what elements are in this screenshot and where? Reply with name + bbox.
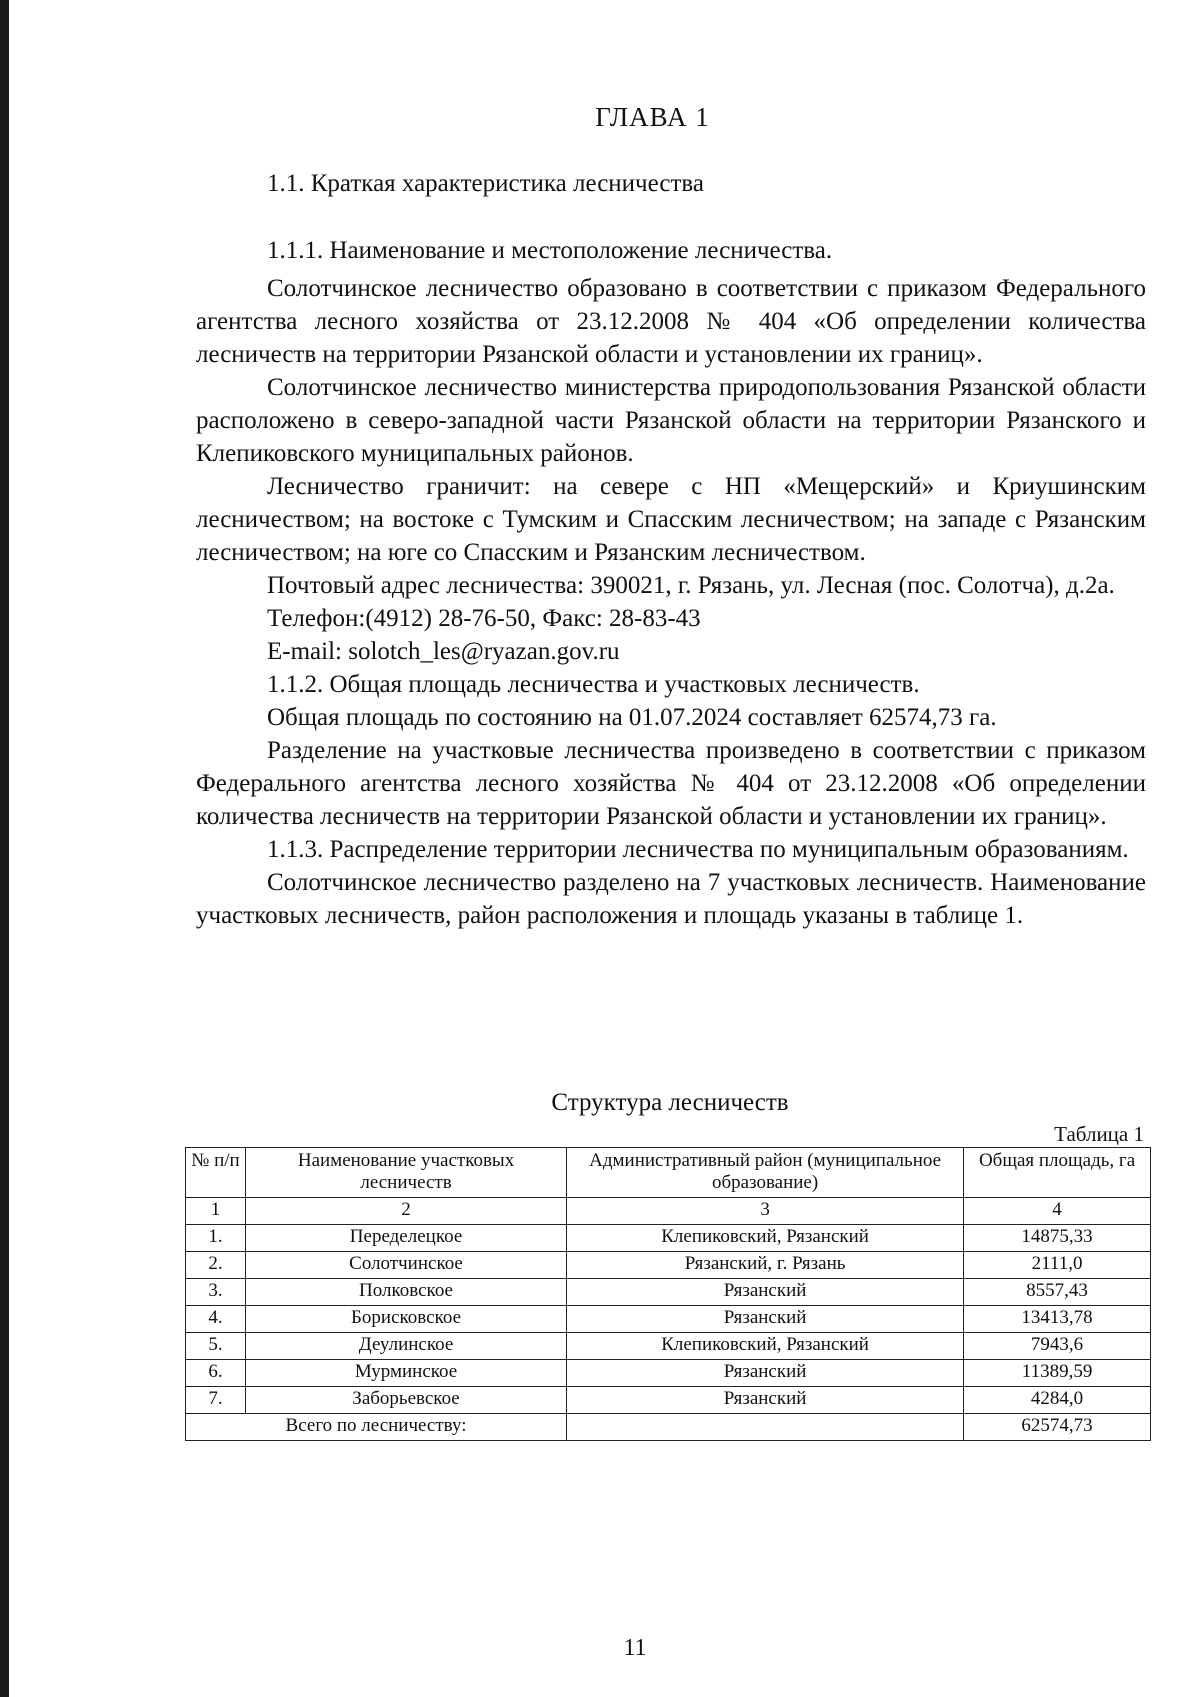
col-number: 4 (964, 1198, 1151, 1225)
table-row (186, 1252, 1151, 1279)
subsection-title-3: 1.1.3. Распределение территории лесничества по муниципальным образованиям. (267, 836, 1129, 863)
row-district: Клепиковский, Рязанский (567, 1333, 964, 1360)
row-district: Клепиковский, Рязанский (567, 1225, 964, 1252)
row-number: 5. (186, 1333, 246, 1360)
row-number: 7. (186, 1387, 246, 1414)
forestry-structure-table (185, 1147, 1151, 1441)
row-district: Рязанский (567, 1387, 964, 1414)
page-number: 11 (623, 1635, 647, 1661)
row-area: 13413,78 (964, 1306, 1151, 1333)
paragraph: Почтовый адрес лесничества: 390021, г. Рязань, ул. Лесная (пос. Солотча), д.2а. (267, 572, 1115, 599)
row-number: 4. (186, 1306, 246, 1333)
section-title: 1.1. Краткая характеристика лесничества (267, 170, 704, 197)
table-row (186, 1333, 1151, 1360)
row-district: Рязанский (567, 1360, 964, 1387)
chapter-heading: ГЛАВА 1 (595, 102, 710, 132)
table-row (186, 1387, 1151, 1414)
paragraph: Общая площадь по состоянию на 01.07.2024 составляет 62574,73 га. (267, 704, 997, 731)
row-name: Переделецкое (245, 1225, 566, 1252)
table-title: Структура лесничеств (551, 1089, 789, 1116)
row-area: 2111,0 (964, 1252, 1151, 1279)
paragraph: Разделение на участковые лесничества произведено в соответствии с приказом Федерального агентства лесного хозяйства № 404 от 23.12.2008 «Об определении количества лесничеств на территории Рязанской области и установлении их границ». (196, 737, 1146, 830)
row-name: Борисковское (245, 1306, 566, 1333)
row-name: Полковское (245, 1279, 566, 1306)
row-number: 6. (186, 1360, 246, 1387)
row-number: 2. (186, 1252, 246, 1279)
row-area: 11389,59 (964, 1360, 1151, 1387)
row-district: Рязанский, г. Рязань (567, 1252, 964, 1279)
total-area: 62574,73 (964, 1414, 1151, 1441)
row-name: Солотчинское (245, 1252, 566, 1279)
row-area: 4284,0 (964, 1387, 1151, 1414)
header-district: Административный район (муниципальное образование) (567, 1148, 964, 1198)
table-row (186, 1225, 1151, 1252)
subsection-title: 1.1.1. Наименование и местоположение лесничества. (267, 237, 833, 264)
row-area: 14875,33 (964, 1225, 1151, 1252)
body-text (196, 272, 1146, 932)
paragraph-email: E-mail: solotch_les@ryazan.gov.ru (267, 638, 620, 665)
paragraph: Солотчинское лесничество образовано в соответствии с приказом Федерального агентства лесного хозяйства от 23.12.2008 № 404 «Об определении количества лесничеств на территории Рязанской области и установлении их границ». (196, 275, 1146, 368)
subsection-title-2: 1.1.2. Общая площадь лесничества и участковых лесничеств. (267, 671, 920, 698)
table-header-row (186, 1148, 1151, 1198)
col-number: 1 (186, 1198, 246, 1225)
row-name: Деулинское (245, 1333, 566, 1360)
paragraph: Солотчинское лесничество министерства природопользования Рязанской области расположено в северо-западной части Рязанской области на территории Рязанского и Клепиковского муниципальных районов. (196, 374, 1146, 467)
paragraph: Лесничество граничит: на севере с НП «Мещерский» и Криушинским лесничеством; на востоке с Тумским и Спасским лесничеством; на западе с Рязанским лесничеством; на юге со Спасским и Рязанским лесничеством. (196, 473, 1146, 566)
paragraph: Солотчинское лесничество разделено на 7 участковых лесничеств. Наименование участковых лесничеств, район расположения и площадь указаны в таблице 1. (196, 869, 1146, 929)
table-row (186, 1279, 1151, 1306)
table-row (186, 1306, 1151, 1333)
row-number: 1. (186, 1225, 246, 1252)
row-number: 3. (186, 1279, 246, 1306)
col-number: 2 (245, 1198, 566, 1225)
row-name: Мурминское (245, 1360, 566, 1387)
total-district (567, 1414, 964, 1441)
row-area: 8557,43 (964, 1279, 1151, 1306)
header-name: Наименование участковых лесничеств (245, 1148, 566, 1198)
header-area: Общая площадь, га (964, 1148, 1151, 1198)
row-area: 7943,6 (964, 1333, 1151, 1360)
table-column-number-row (186, 1198, 1151, 1225)
paragraph-phone: Телефон:(4912) 28-76-50, Факс: 28-83-43 (267, 605, 701, 632)
total-label: Всего по лесничеству: (186, 1414, 567, 1441)
table-label: Таблица 1 (1054, 1122, 1144, 1146)
row-district: Рязанский (567, 1306, 964, 1333)
row-district: Рязанский (567, 1279, 964, 1306)
table-row (186, 1360, 1151, 1387)
header-number: № п/п (186, 1148, 246, 1198)
table-total-row (186, 1414, 1151, 1441)
col-number: 3 (567, 1198, 964, 1225)
row-name: Заборьевское (245, 1387, 566, 1414)
